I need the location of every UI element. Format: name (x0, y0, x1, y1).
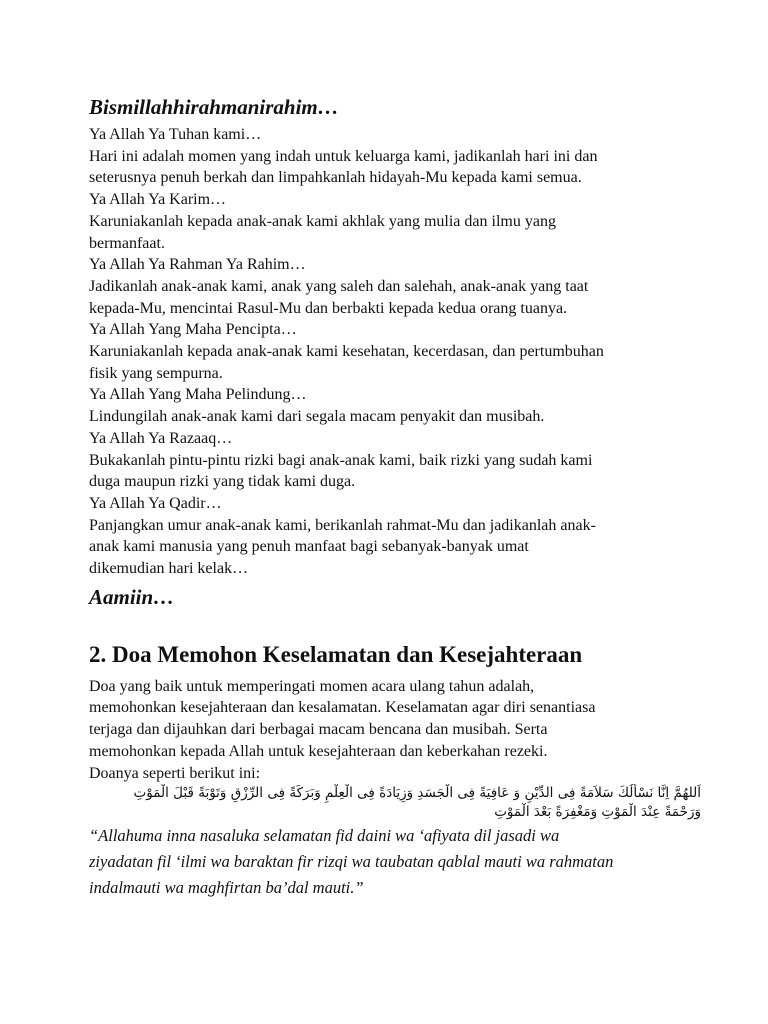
paragraph-line: terjaga dan dijauhkan dari berbagai macam bencana dan musibah. Serta (89, 721, 548, 739)
safety-prayer-section (89, 640, 701, 901)
prayer-line: anak kami manusia yang penuh manfaat bagi sebanyak-banyak umat (89, 538, 529, 556)
prayer-line: Ya Allah Yang Maha Pelindung… (89, 386, 307, 404)
prayer-line: Ya Allah Ya Karim… (89, 191, 227, 209)
prayer-line: Ya Allah Ya Razaaq… (89, 429, 233, 447)
paragraph-line: Doa yang baik untuk memperingati momen acara ulang tahun adalah, (89, 677, 535, 695)
paragraph-line: memohonkan kesejahteraan dan kesalamatan. Keselamatan agar diri senantiasa (89, 699, 596, 717)
prayer-line: Ya Allah Ya Rahman Ya Rahim… (89, 256, 306, 274)
prayer-line: Ya Allah Ya Qadir… (89, 494, 222, 512)
prayer-line: dikemudian hari kelak… (89, 560, 249, 578)
prayer-line: Jadikanlah anak-anak kami, anak yang saleh dan salehah, anak-anak yang taat (89, 277, 589, 295)
arabic-prayer-line: وَرَحْمَةً عِنْدَ الْمَوْتِ وَمَغْفِرَةً بَعْدَ الْمَوْتِ (494, 804, 701, 821)
prayer-line: Lindungilah anak-anak kami dari segala macam penyakit dan musibah. (89, 408, 545, 426)
paragraph-line: Doanya seperti berikut ini: (89, 764, 261, 782)
prayer-line: Karuniakanlah kepada anak-anak kami kesehatan, kecerdasan, dan pertumbuhan (89, 343, 604, 361)
prayer-line: kepada-Mu, mencintai Rasul-Mu dan berbakti kepada kedua orang tuanya. (89, 299, 568, 317)
arabic-prayer-line: اَللهُمَّ اِنَّا نَسْأَلُكَ سَلاَمَةً فِى الدِّيْنِ وَ عَافِيَةً فِى الْجَسَدِ وَزِيَادَةً فِى الْعِلْمِ وَبَرَكَةً فِى الرِّزْقِ وَتَوْبَةً قَبْلَ الْمَوْتِ (133, 785, 701, 802)
paragraph-line: memohonkan kepada Allah untuk kesejahteraan dan keberkahan rezeki. (89, 742, 548, 760)
opening-phrase: Bismillahhirahmanirahim… (89, 95, 339, 119)
prayer-line: duga maupun rizki yang tidak kami duga. (89, 473, 356, 491)
transliteration-line: indalmauti wa maghfirtan ba’dal mauti.” (89, 878, 364, 898)
document-page (89, 94, 701, 900)
transliteration-line: ziyadatan fil ‘ilmi wa baraktan fir rizqi wa taubatan qablal mauti wa rahmatan (89, 852, 614, 872)
prayer-line: Karuniakanlah kepada anak-anak kami akhlak yang mulia dan ilmu yang (89, 212, 556, 230)
section-heading: 2. Doa Memohon Keselamatan dan Kesejahteraan (89, 641, 583, 667)
prayer-line: seterusnya penuh berkah dan limpahkanlah hidayah-Mu kepada kami semua. (89, 169, 582, 187)
prayer-line: Ya Allah Ya Tuhan kami… (89, 126, 262, 143)
prayer-line: Hari ini adalah momen yang indah untuk keluarga kami, jadikanlah hari ini dan (89, 147, 598, 165)
prayer-line: Bukakanlah pintu-pintu rizki bagi anak-anak kami, baik rizki yang sudah kami (89, 451, 593, 469)
prayer-line: Ya Allah Yang Maha Pencipta… (89, 321, 297, 339)
prayer-line: Panjangkan umur anak-anak kami, berikanlah rahmat-Mu dan jadikanlah anak- (89, 516, 596, 534)
closing-phrase: Aamiin… (89, 584, 175, 609)
transliteration-line: “Allahuma inna nasaluka selamatan fid daini wa ‘afiyata dil jasadi wa (89, 826, 560, 846)
prayer-line: fisik yang sempurna. (89, 364, 223, 382)
prayer-line: bermanfaat. (89, 234, 165, 252)
birthday-prayer-section (89, 94, 689, 610)
